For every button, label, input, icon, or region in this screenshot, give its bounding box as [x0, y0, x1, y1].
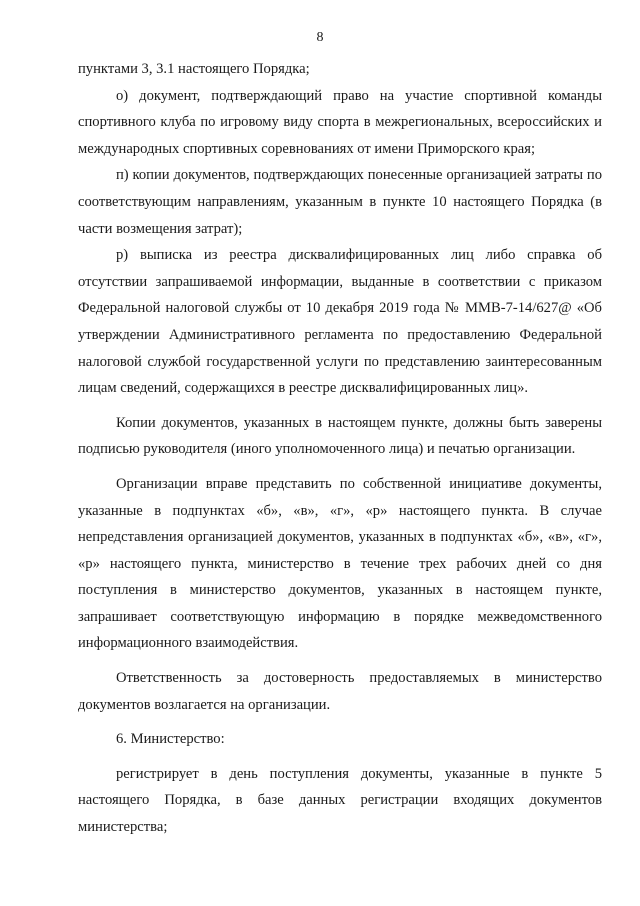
paragraph-own-initiative: Организации вправе представить по собственной инициативе документы, указанные в подпунктах «б», «в», «г», «р» настоящего пункта. В случае непредставления организацией документов, указанных в подпунктах «б», «в», «г», «р» настоящего пункта, министерство в течение трех рабочих дней со дня поступления в министерство документов, указанных в настоящем пункте, запрашивает соответствующую информацию в порядке межведомственного информационного взаимодействия.	[78, 475, 602, 652]
paragraph-item-r: р) выписка из реестра дисквалифицированных лиц либо справка об отсутствии запрашиваемой информации, выданные в соответствии с приказом Федеральной налоговой службы от 10 декабря 2019 года № ММВ-7-14/627@ «Об утверждении Административного регламента по предоставлению Федеральной налоговой службой государственной услуги по представлению заинтересованным лицам сведений, содержащихся в реестре дисквалифицированных лиц».	[78, 247, 602, 397]
paragraph-responsibility: Ответственность за достоверность предоставляемых в министерство документов возлагается на организации.	[78, 670, 602, 713]
paragraph-section-6-heading: 6. Министерство:	[116, 731, 225, 748]
paragraph-copies-certification: Копии документов, указанных в настоящем пункте, должны быть заверены подписью руководителя (иного уполномоченного лица) и печатью организации.	[78, 414, 602, 458]
paragraph-continuation: пунктами 3, 3.1 настоящего Порядка;	[78, 61, 310, 77]
paragraph-item-o: о) документ, подтверждающий право на участие спортивной команды спортивного клуба по игровому виду спорта в межрегиональных, всероссийских и международных спортивных соревнованиях от имени Приморского края;	[78, 87, 602, 157]
page-number: 8	[316, 30, 324, 45]
document-body	[78, 56, 602, 841]
paragraph-item-p: п) копии документов, подтверждающих понесенные организацией затраты по соответствующим направлениям, указанным в пункте 10 настоящего Порядка (в части возмещения затрат);	[78, 167, 602, 237]
paragraph-registration: регистрирует в день поступления документы, указанные в пункте 5 настоящего Порядка, в базе данных регистрации входящих документов министерства;	[78, 765, 602, 836]
